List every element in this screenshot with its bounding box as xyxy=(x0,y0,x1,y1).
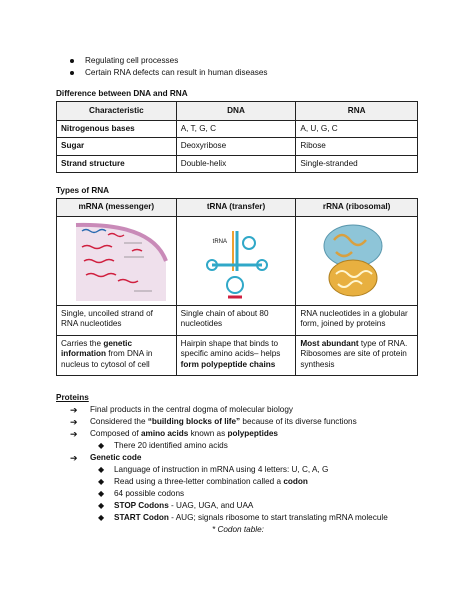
list-item-text xyxy=(90,417,357,427)
diamond-icon: ◆ xyxy=(98,501,105,510)
dna-rna-table xyxy=(56,101,418,173)
table-header: RNA xyxy=(296,102,418,121)
rna-types-table xyxy=(56,198,418,376)
image-row xyxy=(57,217,418,306)
bullet-dot-icon xyxy=(70,71,74,75)
table-cell: A, T, G, C xyxy=(176,121,296,138)
bullet-dot-icon xyxy=(70,59,74,63)
cell-text: from DNA in nucleus to cytosol of cell xyxy=(61,349,153,369)
table-cell: A, U, G, C xyxy=(296,121,418,138)
table-header: Characteristic xyxy=(57,102,177,121)
diamond-icon: ◆ xyxy=(98,489,105,498)
bold-span: polypeptides xyxy=(227,429,278,438)
diamond-icon: ◆ xyxy=(98,477,105,486)
cell-text: Hairpin shape that binds to specific amino acids– helps xyxy=(180,339,281,359)
bold-span: amino acids xyxy=(140,429,189,438)
arrow-right-icon: ➔ xyxy=(70,429,78,439)
list-item xyxy=(70,429,278,440)
diff-heading: Difference between DNA and RNA xyxy=(56,89,188,98)
arrow-right-icon: ➔ xyxy=(70,405,78,415)
list-item-text xyxy=(114,477,308,487)
table-cell xyxy=(296,336,418,376)
mrna-image-cell xyxy=(57,217,177,306)
table-row xyxy=(57,138,418,155)
list-subitem xyxy=(98,489,184,499)
table-cell: Deoxyribose xyxy=(176,138,296,155)
table-cell: Sugar xyxy=(57,138,177,155)
list-item xyxy=(70,453,141,464)
cell-text: Carries the xyxy=(61,339,104,348)
text-span: - UAG, UGA, and UAA xyxy=(168,501,254,510)
bold-span: STOP Codons xyxy=(114,501,169,510)
list-item-text: 64 possible codons xyxy=(114,489,185,498)
cell-bold-text: form polypeptide chains xyxy=(180,359,276,369)
bold-span: codon xyxy=(283,477,308,486)
diamond-icon: ◆ xyxy=(98,513,105,522)
text-span: known as xyxy=(188,429,228,438)
bold-span: START Codon xyxy=(114,513,169,522)
table-row xyxy=(57,155,418,172)
mrna-illustration-icon xyxy=(62,221,172,301)
text-span: Read using a three-letter combination called a xyxy=(114,477,284,486)
table-cell: Ribose xyxy=(296,138,418,155)
types-heading: Types of RNA xyxy=(56,186,110,195)
table-header: DNA xyxy=(176,102,296,121)
table-cell: Strand structure xyxy=(57,155,177,172)
text-span: because of its diverse functions xyxy=(240,417,357,426)
codon-table-note: * Codon table: xyxy=(212,525,264,534)
table-row xyxy=(57,121,418,138)
table-cell: Nitrogenous bases xyxy=(57,121,177,138)
rrna-illustration-icon xyxy=(318,222,388,302)
trna-label: tRNA xyxy=(212,239,228,245)
list-subitem xyxy=(98,465,328,475)
list-subitem xyxy=(98,477,308,487)
arrow-right-icon: ➔ xyxy=(70,453,78,463)
text-span: Composed of xyxy=(90,429,141,438)
table-cell: Single chain of about 80 nucleotides xyxy=(176,306,296,336)
table-cell: Single, uncoiled strand of RNA nucleotides xyxy=(57,306,177,336)
trna-image-cell xyxy=(176,217,296,306)
list-item-text: There 20 identified amino acids xyxy=(114,441,228,450)
table-header: rRNA (ribosomal) xyxy=(296,199,418,217)
list-subitem xyxy=(98,513,388,523)
table-row xyxy=(57,306,418,336)
cell-text: type of RNA. Ribosomes are site of protein synthesis xyxy=(300,339,408,369)
list-item xyxy=(70,417,357,428)
bold-span: “building blocks of life” xyxy=(147,417,241,426)
arrow-right-icon: ➔ xyxy=(70,417,78,427)
list-subitem xyxy=(98,501,253,511)
intro-bullet xyxy=(70,56,178,66)
table-cell xyxy=(57,336,177,376)
intro-bullet-text: Certain RNA defects can result in human diseases xyxy=(85,68,268,77)
rrna-image-cell xyxy=(296,217,418,306)
text-span: Considered the xyxy=(90,417,148,426)
intro-bullet-text: Regulating cell processes xyxy=(85,56,179,65)
list-item-text: Genetic code xyxy=(90,453,142,462)
list-item-text xyxy=(114,501,253,511)
diamond-icon: ◆ xyxy=(98,441,105,450)
table-cell: RNA nucleotides in a globular form, joined by proteins xyxy=(296,306,418,336)
list-item-text: Language of instruction in mRNA using 4 letters: U, C, A, G xyxy=(114,465,329,474)
list-subitem xyxy=(98,441,228,451)
table-header: mRNA (messenger) xyxy=(57,199,177,217)
table-header: tRNA (transfer) xyxy=(176,199,296,217)
cell-bold-text: genetic information xyxy=(61,339,132,359)
list-item-text xyxy=(114,513,388,523)
diamond-icon: ◆ xyxy=(98,465,105,474)
list-item-text: Final products in the central dogma of molecular biology xyxy=(90,405,293,414)
list-item-text xyxy=(90,429,278,439)
intro-bullet xyxy=(70,68,268,78)
table-cell: Single-stranded xyxy=(296,155,418,172)
table-header-row xyxy=(57,102,418,121)
table-row xyxy=(57,336,418,376)
proteins-heading: Proteins xyxy=(56,393,89,402)
text-span: - AUG; signals ribosome to start translating mRNA molecule xyxy=(168,513,388,522)
list-item xyxy=(70,405,293,416)
trna-illustration-icon xyxy=(202,227,272,302)
table-cell xyxy=(176,336,296,376)
cell-bold-text: Most abundant xyxy=(300,339,359,348)
table-cell: Double-helix xyxy=(176,155,296,172)
table-header-row xyxy=(57,199,418,217)
